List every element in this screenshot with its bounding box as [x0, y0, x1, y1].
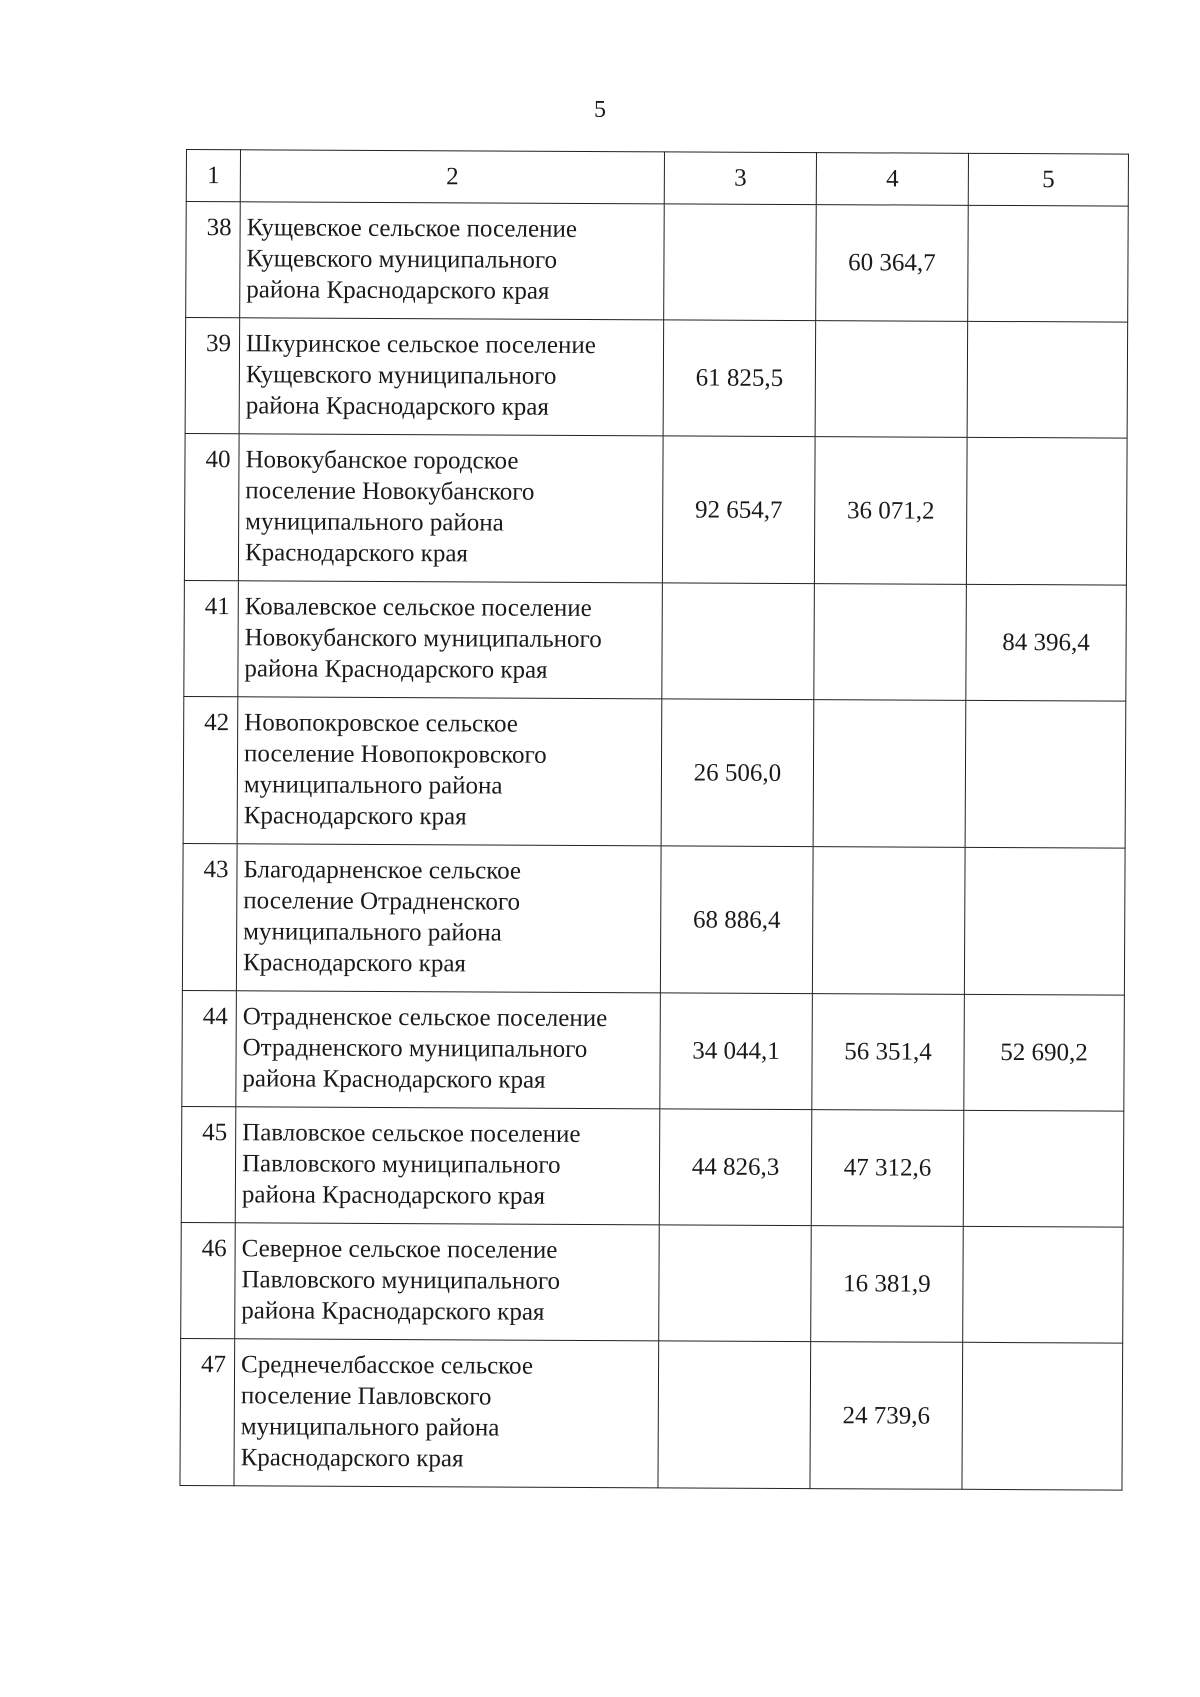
table-row — [186, 202, 1129, 323]
amount-column-3: 44 826,3 — [659, 1109, 812, 1226]
settlement-name-line: Краснодарского края — [240, 1444, 464, 1473]
table-row — [185, 318, 1128, 439]
row-number: 43 — [182, 843, 237, 990]
settlement-name-line: поселение Павловского — [240, 1382, 492, 1411]
amount-column-3: 68 886,4 — [660, 846, 813, 994]
row-number: 44 — [182, 990, 237, 1106]
settlement-name-line: Шкуринское сельское поселение — [245, 330, 596, 360]
settlement-name-line: Отрадненского муниципального — [242, 1034, 588, 1063]
settlement-name-line: Новокубанское городское — [245, 446, 519, 475]
settlement-name-line: поселение Новокубанского — [245, 477, 535, 506]
settlement-name-line: Новопокровское сельское — [244, 709, 519, 738]
settlement-name — [234, 1339, 659, 1488]
allocation-table — [179, 149, 1129, 1491]
settlement-name — [240, 202, 665, 320]
settlement-name-line: района Краснодарского края — [244, 655, 548, 684]
settlement-name-line: Новокубанского муниципального — [244, 624, 602, 654]
row-number: 42 — [183, 696, 238, 843]
settlement-name-line: Кущевское сельское поселение — [246, 214, 578, 243]
table-row — [180, 1338, 1123, 1490]
amount-column-3 — [658, 1341, 811, 1489]
page-number: 5 — [594, 97, 606, 123]
table-row — [181, 1222, 1124, 1343]
table-body — [180, 202, 1128, 1491]
settlement-name — [238, 581, 663, 699]
row-number: 40 — [184, 433, 239, 580]
table-row — [184, 580, 1127, 701]
amount-column-5 — [968, 205, 1129, 322]
amount-column-4 — [813, 700, 966, 848]
settlement-name-line: поселение Новопокровского — [243, 740, 547, 769]
settlement-name-line: Краснодарского края — [243, 802, 467, 831]
column-header-1: 1 — [186, 150, 240, 202]
settlement-name-line: Кущевского муниципального — [246, 245, 558, 274]
amount-column-5 — [967, 321, 1128, 438]
table-row — [183, 696, 1126, 848]
settlement-name-line: района Краснодарского края — [241, 1181, 546, 1210]
amount-column-4: 24 739,6 — [810, 1342, 963, 1490]
settlement-name-line: муниципального района — [243, 771, 503, 800]
settlement-name-line: муниципального района — [240, 1413, 500, 1442]
amount-column-4: 60 364,7 — [816, 205, 969, 322]
amount-column-3 — [659, 1225, 812, 1342]
settlement-name-line: Ковалевское сельское поселение — [244, 593, 592, 622]
amount-column-4 — [812, 847, 965, 995]
column-header-3: 3 — [664, 152, 816, 205]
settlement-name — [238, 434, 663, 583]
settlement-name-line: Краснодарского края — [242, 949, 467, 978]
amount-column-3: 92 654,7 — [662, 436, 815, 584]
settlement-name-line: Северное сельское поселение — [241, 1235, 558, 1264]
amount-column-3 — [662, 583, 815, 700]
amount-column-4: 16 381,9 — [811, 1226, 964, 1343]
amount-column-4 — [815, 321, 968, 438]
settlement-name-line: Кущевского муниципального — [245, 361, 557, 390]
amount-column-5: 52 690,2 — [964, 994, 1125, 1111]
settlement-name — [235, 1223, 660, 1341]
amount-column-5 — [965, 700, 1126, 848]
table-row — [182, 990, 1125, 1111]
row-number: 38 — [186, 202, 241, 318]
amount-column-5 — [964, 847, 1125, 995]
settlement-name — [235, 1107, 660, 1225]
amount-column-5 — [963, 1110, 1124, 1227]
amount-column-3: 61 825,5 — [663, 320, 816, 437]
settlement-name-line: Краснодарского края — [244, 539, 469, 568]
settlement-name — [237, 697, 662, 846]
row-number: 45 — [181, 1106, 236, 1222]
settlement-name — [236, 844, 661, 993]
column-header-4: 4 — [816, 153, 968, 206]
settlement-name-line: поселение Отрадненского — [243, 887, 521, 916]
settlement-name-line: Отрадненское сельское поселение — [242, 1003, 608, 1033]
settlement-name-line: Павловского муниципального — [241, 1150, 561, 1179]
settlement-name-line: района Краснодарского края — [245, 392, 549, 421]
amount-column-3 — [664, 204, 817, 321]
table-header-row — [186, 150, 1128, 207]
row-number: 46 — [181, 1222, 236, 1338]
amount-column-5: 84 396,4 — [966, 584, 1127, 701]
settlement-name-line: района Краснодарского края — [241, 1297, 545, 1326]
amount-column-4: 56 351,4 — [812, 994, 965, 1111]
settlement-name-line: муниципального района — [245, 508, 504, 537]
amount-column-4: 36 071,2 — [814, 437, 967, 585]
settlement-name-line: муниципального района — [243, 918, 502, 947]
settlement-name-line: Среднечелбасское сельское — [240, 1351, 534, 1380]
settlement-name — [239, 318, 664, 436]
amount-column-5 — [962, 1342, 1123, 1490]
settlement-name — [236, 991, 661, 1109]
row-number: 39 — [185, 318, 240, 434]
column-header-5: 5 — [968, 153, 1128, 206]
row-number: 41 — [184, 580, 239, 696]
settlement-name-line: Благодарненское сельское — [243, 856, 522, 885]
column-header-2: 2 — [240, 150, 664, 204]
settlement-name-line: района Краснодарского края — [246, 276, 550, 305]
table-row — [182, 843, 1125, 995]
amount-column-3: 34 044,1 — [660, 993, 813, 1110]
amount-column-3: 26 506,0 — [661, 699, 814, 847]
settlement-name-line: Павловского муниципального — [241, 1266, 561, 1295]
settlement-name-line: Павловское сельское поселение — [242, 1119, 581, 1148]
amount-column-5 — [966, 437, 1127, 585]
amount-column-4 — [814, 584, 967, 701]
table-row — [181, 1106, 1124, 1227]
settlement-name-line: района Краснодарского края — [242, 1065, 546, 1094]
amount-column-5 — [963, 1226, 1124, 1343]
table-row — [184, 433, 1127, 585]
row-number: 47 — [180, 1338, 235, 1485]
amount-column-4: 47 312,6 — [811, 1110, 964, 1227]
